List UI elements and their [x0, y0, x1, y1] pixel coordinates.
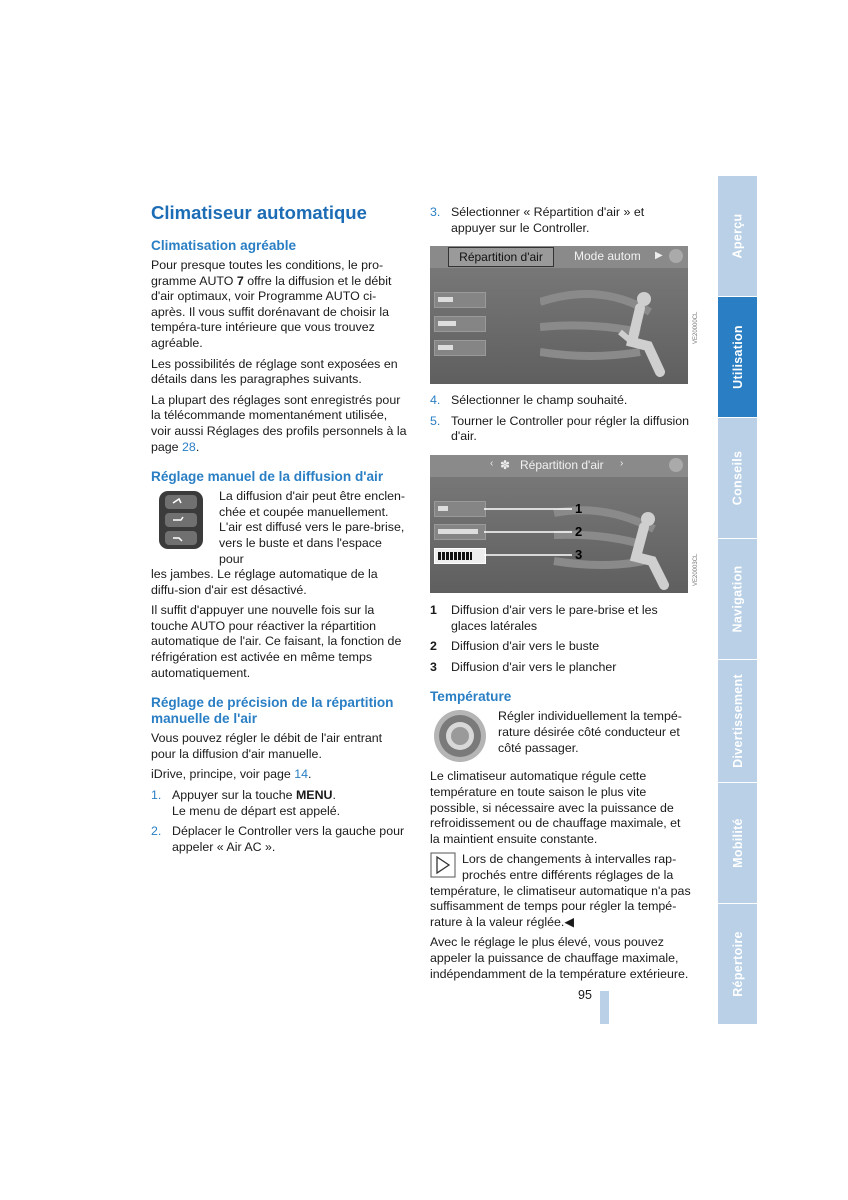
text-line: côté passager.: [498, 740, 579, 755]
step-text: Déplacer le Controller vers la gauche pour appeler « Air AC ».: [172, 824, 405, 854]
legend-text: Diffusion d'air vers le plancher: [451, 659, 617, 674]
step-4: [430, 393, 692, 409]
text-line: vers le buste et dans l'espace pour: [219, 535, 382, 566]
page-title: Climatiseur automatique: [151, 202, 367, 223]
note-paragraph: [430, 884, 692, 931]
footwell-level-bar-selected[interactable]: [434, 548, 486, 564]
legend-number: 2: [430, 639, 437, 654]
text-line: Lors de changements à intervalles rap-: [462, 852, 677, 867]
air-distribution-buttons-icon: [151, 489, 219, 553]
screen-title: Répartition d'air: [520, 458, 604, 472]
step-number: 4.: [430, 393, 441, 407]
arrow-left-icon: ‹: [490, 458, 494, 469]
step-number: 1.: [151, 788, 162, 803]
step-3: [430, 205, 692, 236]
text: .: [308, 767, 312, 782]
text: Appuyer sur la touche: [172, 788, 296, 803]
text-line: rature désirée côté conducteur et: [498, 724, 680, 739]
side-tab-mobilite[interactable]: [718, 783, 757, 903]
controller-icon: [669, 249, 683, 263]
side-tab-apercu[interactable]: [718, 176, 757, 296]
legend-text: Diffusion d'air vers le pare-brise et les glaces latérales: [451, 603, 658, 633]
side-tab-conseils[interactable]: [718, 418, 757, 538]
note-lines: [462, 852, 692, 883]
page-link-14[interactable]: 14: [294, 767, 309, 782]
paragraph: les jambes. Le réglage automatique de la diffu-sion d'air est désactivé.: [151, 567, 378, 597]
text: offre la diffusion et le débit d'air optimaux, voir Programme AUTO ci-après. Il vous suffit dorénavant de choisir la tempéra-ture intérieure que vous trouvez agréable.: [151, 273, 392, 350]
text: .: [332, 788, 336, 803]
text: iDrive, principe, voir page: [151, 767, 295, 782]
step-text: Sélectionner le champ souhaité.: [451, 393, 628, 407]
step-text: Sélectionner « Répartition d'air » et appuyer sur le Controller.: [451, 205, 645, 235]
legend-text: Diffusion d'air vers le buste: [451, 639, 600, 654]
text-line: chée et coupée manuellement.: [219, 504, 389, 519]
controller-icon: [669, 458, 683, 472]
step-text: [172, 788, 408, 819]
section-heading-precision: Réglage de précision de la répartition manuelle de l'air: [151, 695, 394, 727]
step-5: [430, 414, 692, 445]
legend-item-2: [430, 639, 692, 655]
page-marker-bar: [600, 991, 609, 1024]
end-mark-icon: ◀: [564, 914, 574, 929]
left-column: [151, 238, 408, 860]
step-2: [151, 824, 408, 855]
arrow-right-icon: ›: [620, 458, 624, 469]
paragraph: [151, 393, 408, 455]
text-line: La diffusion d'air peut être enclen-: [219, 489, 406, 504]
windshield-level-bar[interactable]: [434, 501, 486, 517]
text: gramme AUTO: [151, 273, 237, 288]
side-tab-utilisation[interactable]: [718, 297, 757, 417]
image-code: VE20003CL: [693, 553, 699, 586]
windshield-level-bar[interactable]: [434, 292, 486, 308]
arrow-right-icon: ▶: [655, 250, 663, 261]
side-tab-divertissement[interactable]: [718, 660, 757, 782]
page-link-28[interactable]: 28: [182, 439, 196, 454]
right-column-bottom: [430, 603, 692, 987]
chest-level-bar[interactable]: [434, 524, 486, 540]
paragraph: Il suffit d'appuyer une nouvelle fois sur la touche AUTO pour réactiver la répartition automatique de l'air. Ce faisant, la fonction de réfrigération est activée en même temps automatiquement.: [151, 603, 402, 680]
callout-3: 3: [575, 547, 583, 562]
tab-mode-autom[interactable]: Mode autom: [574, 249, 641, 263]
paragraph: Le climatiseur automatique régule cette température en toute saison le plus vite possible, si nécessaire avec la puissance de refroidissement ou de chauffage maximale, et la maintient ensuite constante.: [430, 769, 681, 846]
page-number: 95: [578, 988, 592, 1002]
step-text: Tourner le Controller pour régler la diffusion d'air.: [451, 413, 690, 444]
side-tab-label: Divertissement: [730, 674, 745, 768]
text-line: prochés entre différents réglages de la: [462, 867, 674, 882]
text: .: [195, 439, 200, 454]
step-1: [151, 788, 408, 819]
temperature-knob-icon: [430, 709, 498, 765]
footwell-level-bar[interactable]: [434, 340, 486, 356]
callout-2: 2: [575, 524, 583, 539]
side-tab-repertoire[interactable]: [718, 904, 757, 1024]
side-tab-label: Aperçu: [730, 213, 745, 259]
section-heading-climatisation: Climatisation agréable: [151, 238, 297, 253]
side-tab-label: Mobilité: [730, 818, 745, 868]
side-tab-label: Navigation: [730, 565, 745, 633]
fan-icon: ✽: [500, 458, 511, 472]
side-tab-label: Utilisation: [730, 325, 745, 389]
paragraph: Vous pouvez régler le débit de l'air entrant pour la diffusion d'air manuelle.: [151, 731, 383, 761]
legend-item-3: [430, 660, 692, 676]
step-number: 2.: [151, 824, 162, 839]
chest-level-bar[interactable]: [434, 316, 486, 332]
legend-item-1: [430, 603, 692, 634]
seat-figure-icon: [540, 282, 680, 382]
paragraph: [151, 258, 408, 352]
side-tab-label: Répertoire: [730, 931, 745, 997]
text: La plupart des réglages sont enregistrés pour la télécommande momentanément utilisée, voir aussi Réglages des profils personnels à la page: [151, 392, 407, 454]
text-line: L'air est diffusé vers le pare-brise,: [219, 520, 405, 535]
paragraph: Avec le réglage le plus élevé, vous pouvez appeler la puissance de chauffage maximale, indépendamment de la température extérieure.: [430, 935, 689, 981]
right-column-steps: [430, 393, 692, 450]
text: Le menu de départ est appelé.: [172, 803, 341, 818]
image-code: VE20000CL: [693, 311, 699, 344]
legend-number: 1: [430, 603, 437, 617]
temperature-lines: [498, 709, 692, 765]
text: température, le climatiseur automatique n'a pas suffisamment de temps pour régler la tempé-rature à la valeur réglée.: [430, 883, 691, 929]
side-tab-navigation[interactable]: [718, 539, 757, 659]
seat-figure-icon: [484, 495, 684, 591]
section-heading-temperature: Température: [430, 689, 512, 705]
manual-air-lines: [219, 489, 408, 567]
section-heading-manual-air: Réglage manuel de la diffusion d'air: [151, 469, 384, 485]
text-line: Régler individuellement la tempé-: [498, 709, 682, 724]
idrive-screen-air-distribution: [430, 246, 688, 384]
note-arrow-icon: [430, 852, 462, 882]
callout-1: 1: [575, 501, 583, 516]
right-column-top: [430, 205, 692, 241]
paragraph: Les possibilités de réglage sont exposées en détails dans les paragraphes suivants.: [151, 356, 398, 387]
note-block: [430, 852, 692, 883]
menu-key-ref: MENU: [295, 788, 333, 803]
temperature-block: [430, 709, 692, 765]
text: Pour presque toutes les conditions, le pro-: [151, 258, 384, 272]
step-number: 5.: [430, 413, 441, 428]
auto-button-ref: 7: [236, 273, 244, 288]
manual-air-block: [151, 489, 408, 567]
paragraph: [151, 767, 408, 783]
side-tab-label: Conseils: [730, 450, 745, 506]
idrive-screen-air-distribution-detail: [430, 455, 688, 593]
tab-repartition[interactable]: Répartition d'air: [448, 247, 554, 267]
legend-number: 3: [430, 659, 437, 674]
step-number: 3.: [430, 205, 441, 219]
